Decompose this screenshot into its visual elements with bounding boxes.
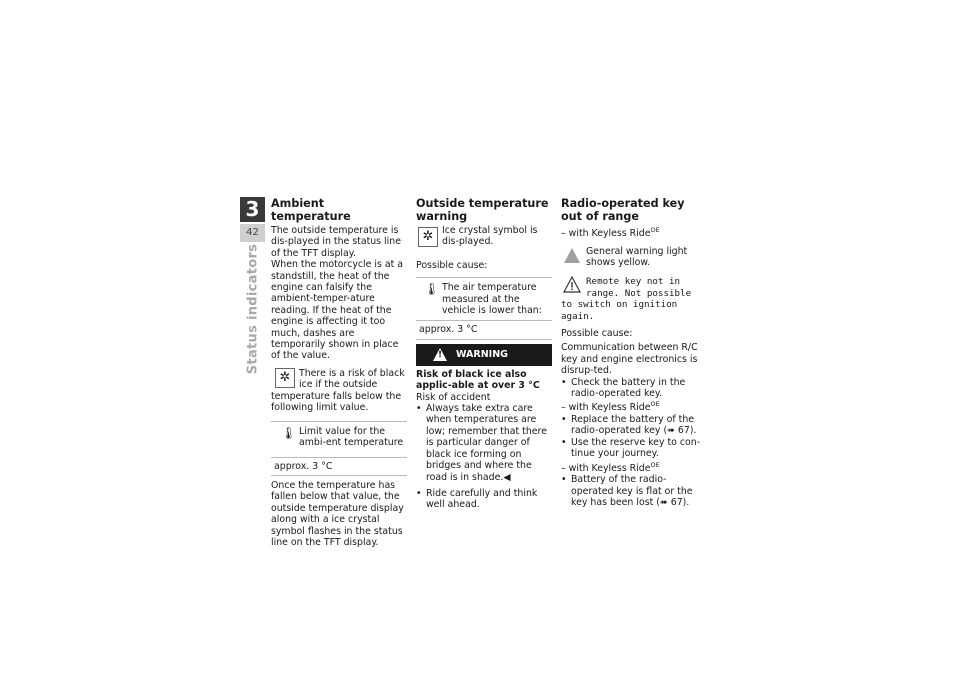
air-temperature-table <box>416 277 552 340</box>
air-temperature-header <box>416 278 552 320</box>
ambient-paragraph-3: Once the temperature has fallen below that value, the outside temperature display along with a ice crystal symbol flashes in the status line on the TFT display. <box>271 479 404 548</box>
keyless-ride-text: – with Keyless Ride <box>561 228 651 240</box>
heading-ambient-temperature: Ambient temperature <box>271 197 351 223</box>
heading-outside-temperature-warning: Outside temperature warning <box>416 197 549 223</box>
warning-title: Risk of black ice also applic-able at over 3 °C <box>416 368 540 392</box>
general-warning-light-text: General warning light shows yellow. <box>586 245 688 268</box>
air-temperature-header-text: The air temperature measured at the vehicle is lower than: <box>442 282 542 317</box>
limit-value-header <box>271 422 407 457</box>
keyless-ride-note-1 <box>561 225 701 240</box>
keyless-ride-text: – with Keyless Ride <box>561 462 651 474</box>
remedy-bullets <box>561 414 701 460</box>
thermometer-icon: 🌡 <box>281 425 297 440</box>
warning-bar: ! WARNING <box>416 344 552 366</box>
remedy-bullets <box>561 377 701 400</box>
air-temperature-cell: approx. 3 °C <box>416 320 552 338</box>
list-item: • Battery of the radio-operated key is flat or the key has been lost (➠ 67). <box>561 474 701 508</box>
remedy-bullets <box>561 474 701 508</box>
chapter-title-text: Status indicators <box>245 243 260 374</box>
ice-crystal-info-text: Ice crystal symbol is dis-played. <box>442 225 538 248</box>
page-number: 42 <box>240 224 265 242</box>
list-item: • Use the reserve key to con-tinue your journey. <box>561 437 701 460</box>
cause-text: Communication between R/C key and engine electronics is disrup-ted. <box>561 342 698 377</box>
warning-label: WARNING <box>456 348 508 360</box>
column-radio-key <box>561 198 701 508</box>
possible-cause-label: Possible cause: <box>561 327 633 339</box>
warning-bullets <box>416 403 552 511</box>
black-ice-info-text: There is a risk of black ice if the outside temperature falls below the following limit value. <box>271 367 405 414</box>
remote-key-message <box>561 276 701 322</box>
list-item: • Always take extra care when temperatures are low; remember that there is particular danger of black ice forming on bridges and where the road is in shade.◀ <box>416 403 552 483</box>
warning-light-yellow-icon <box>563 247 581 267</box>
oe-superscript: OE <box>650 400 660 409</box>
keyless-ride-text: – with Keyless Ride <box>561 402 651 414</box>
list-item: • Ride carefully and think well ahead. <box>416 488 552 511</box>
possible-cause-label: Possible cause: <box>416 259 488 271</box>
keyless-ride-note-3 <box>561 460 701 475</box>
limit-value-header-text: Limit value for the ambi-ent temperature <box>299 425 404 448</box>
column-ambient-temperature <box>271 198 407 548</box>
snowflake-icon: ✲ <box>418 227 438 247</box>
ambient-paragraph-2: When the motorcycle is at a standstill, the heat of the engine can falsify the ambient-temper-ature reading. If the heat of the engine is affecting it too much, dashes are temporarily shown in place of the value. <box>271 259 404 362</box>
heading-radio-key: Radio-operated key out of range <box>561 197 685 223</box>
limit-value-table <box>271 421 407 476</box>
ambient-paragraph-1: The outside temperature is dis-played in the status line of the TFT display. <box>271 225 401 259</box>
list-item: • Check the battery in the radio-operated key. <box>561 377 701 400</box>
ice-crystal-info <box>416 225 552 248</box>
snowflake-icon: ✲ <box>275 368 295 388</box>
chapter-title-vertical <box>240 243 265 374</box>
thermometer-icon: 🌡 <box>424 282 440 297</box>
oe-superscript: OE <box>650 226 660 234</box>
warning-triangle-outline-icon <box>563 276 581 296</box>
column-outside-temperature-warning <box>416 198 552 511</box>
warning-subtitle: Risk of accident <box>416 391 491 403</box>
keyless-ride-note-2 <box>561 399 701 414</box>
limit-value-cell: approx. 3 °C <box>271 457 407 475</box>
oe-superscript: OE <box>650 460 660 469</box>
black-ice-info <box>271 368 407 414</box>
list-item: • Replace the battery of the radio-operated key (➠ 67). <box>561 414 701 437</box>
chapter-number: 3 <box>240 197 265 222</box>
general-warning-light <box>561 246 701 269</box>
remote-key-message-text: Remote key not in range. Not possible to switch on ignition again. <box>561 276 692 322</box>
